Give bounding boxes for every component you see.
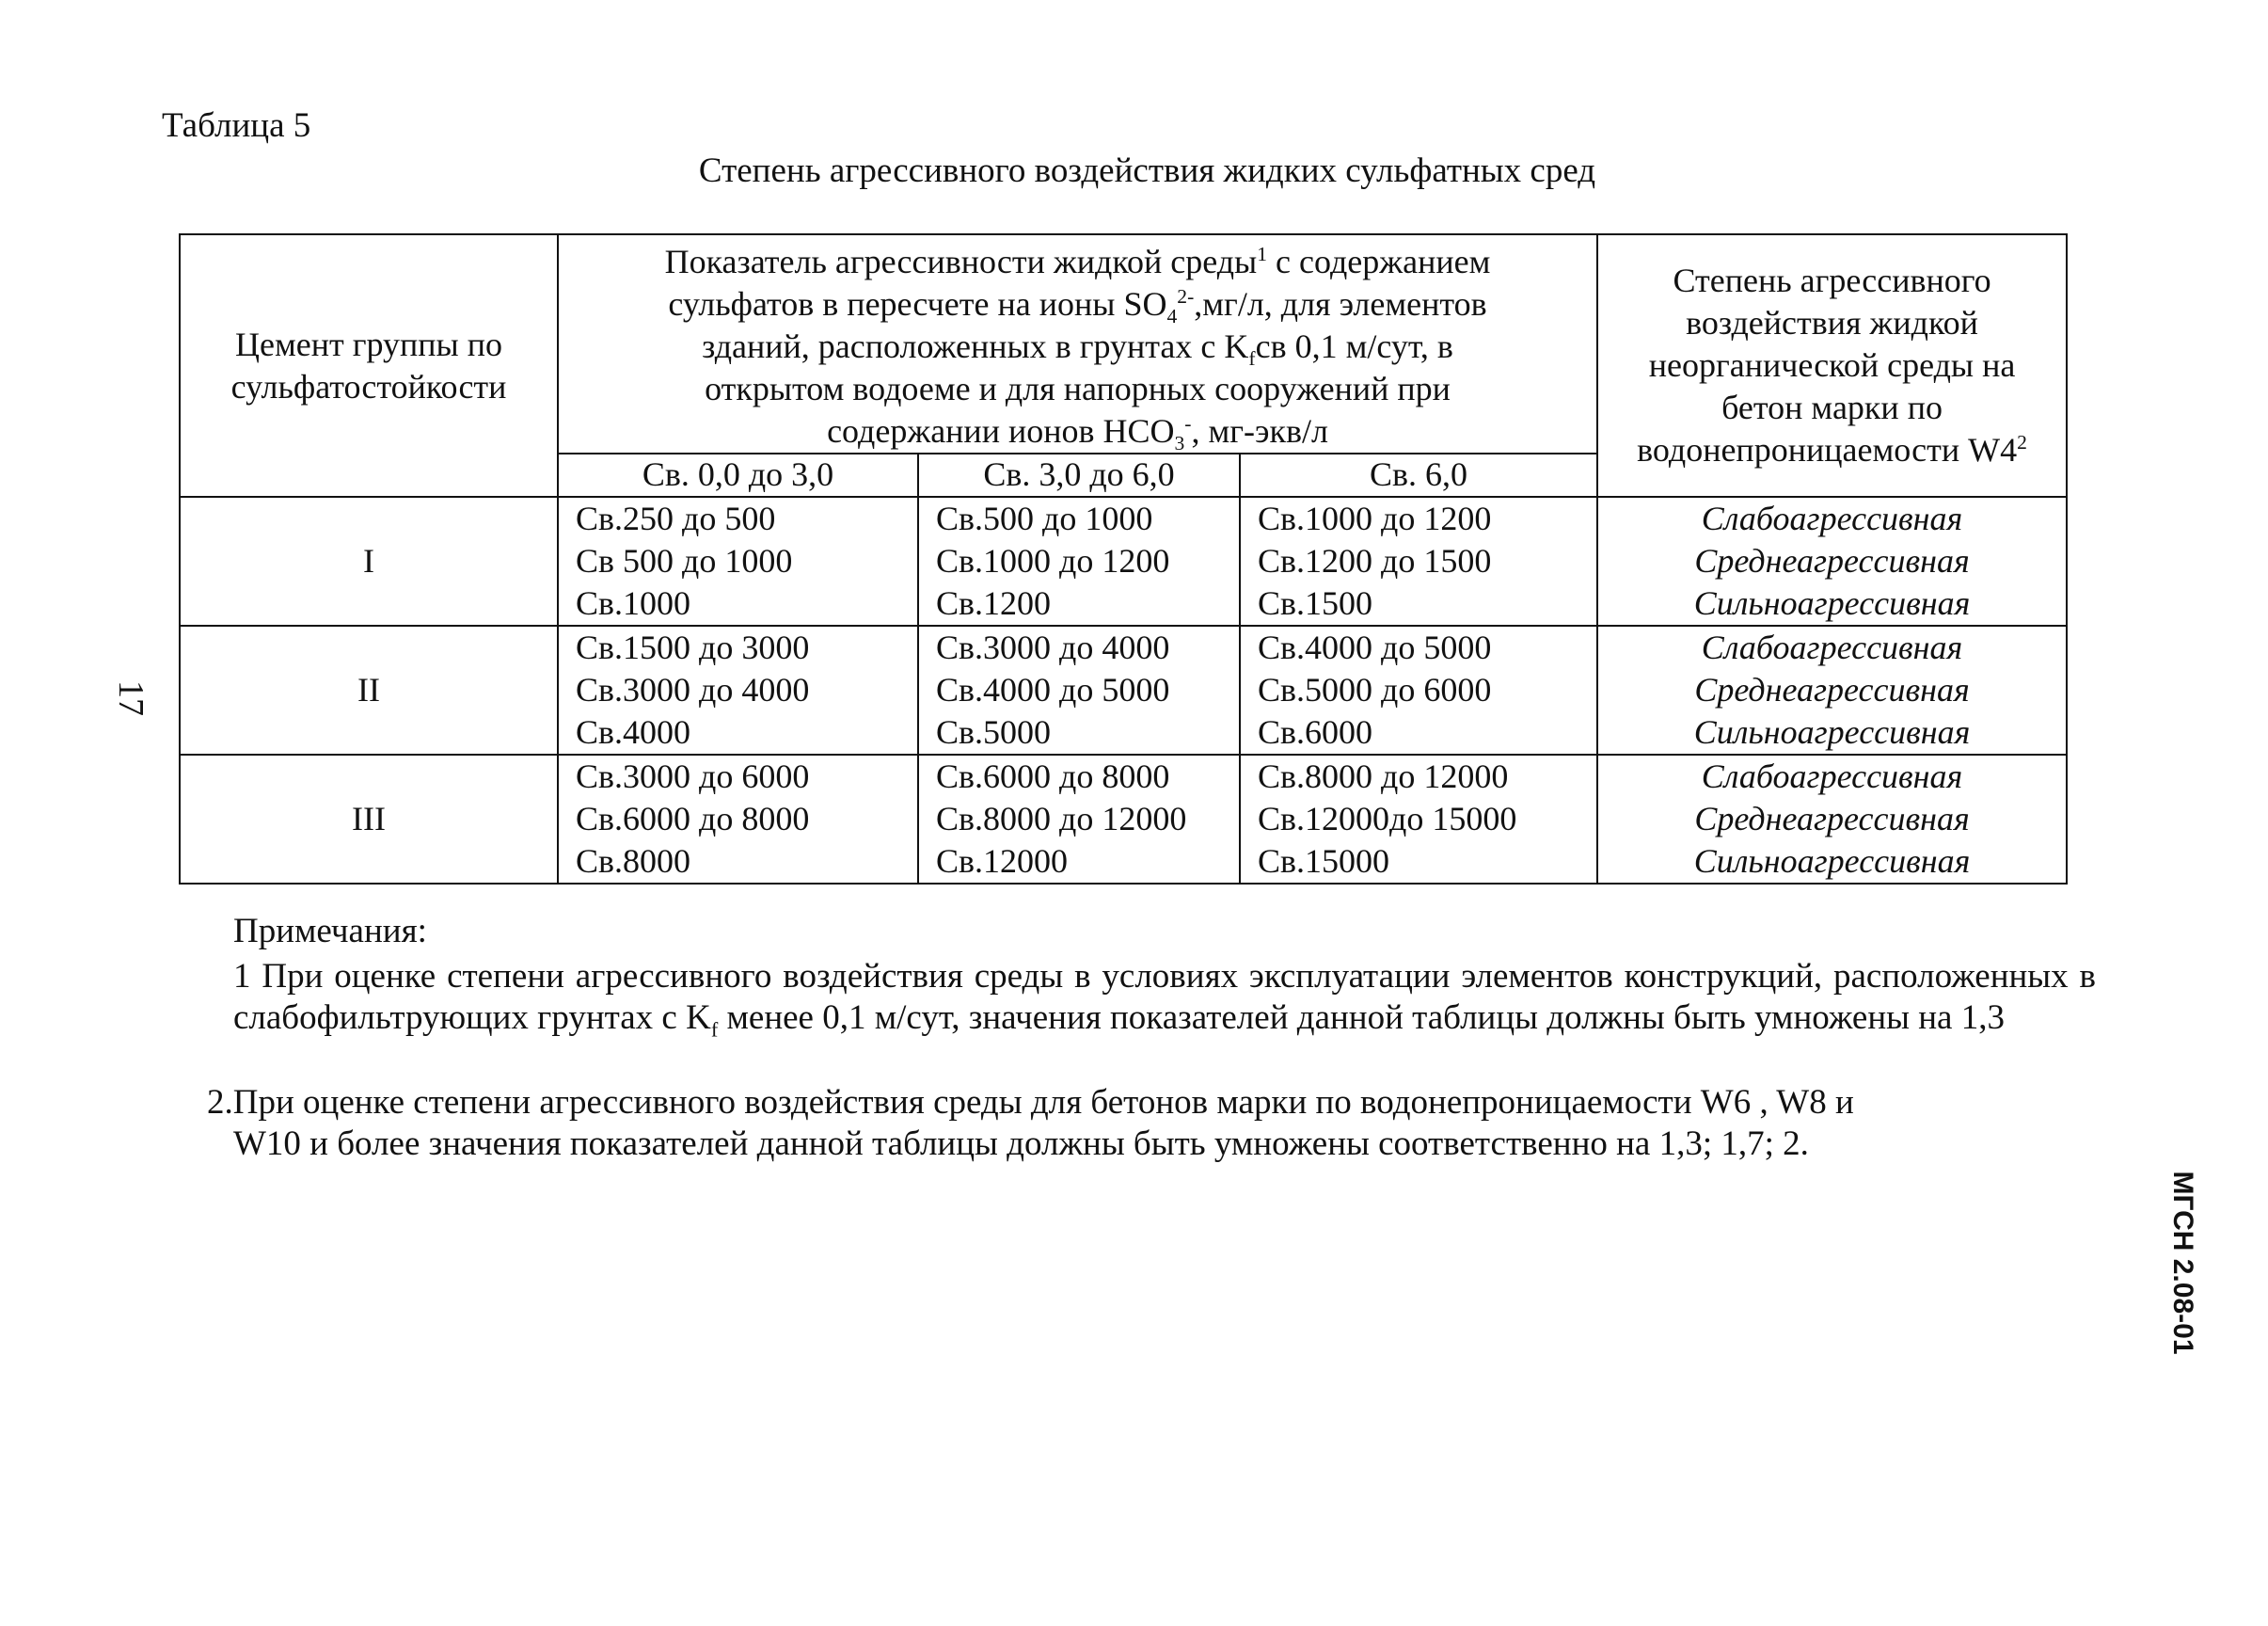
subheader-range-1: Св. 0,0 до 3,0 [558, 454, 918, 497]
header-aggressiveness-degree: Степень агрессивного воздействия жидкой неорганической среды на бетон марки по водонепроницаемости $W4^2$ [1597, 234, 2067, 497]
values-cell: Св.1000 до 1200 Св.1200 до 1500 Св.1500 [1240, 497, 1597, 626]
notes-title: Примечания: [233, 912, 427, 950]
values-cell: Св.6000 до 8000 Св.8000 до 12000 Св.12000 [918, 755, 1240, 884]
values-cell: Св.500 до 1000 Св.1000 до 1200 Св.1200 [918, 497, 1240, 626]
cement-group-cell: I [180, 497, 558, 626]
header-aggressiveness-indicator: Показатель агрессивности жидкой среды$^1$ с содержанием сульфатов в пересчете на ионы $SO_4^{2-},мг/л$, для элементов зданий, расположенных в грунтах с $K_fсв$ 0,1 м/сут, в открытом водоеме и для напорных сооружений при содержании ионов $HCO_3^-$, мг-экв/л [558, 234, 1597, 454]
degree-cell: Слабоагрессивная Среднеагрессивная Сильноагрессивная [1597, 755, 2067, 884]
table-title: Степень агрессивного воздействия жидких сульфатных сред [698, 151, 1596, 190]
values-cell: Св.250 до 500 Св 500 до 1000 Св.1000 [558, 497, 918, 626]
note-1: 1 При оценке степени агрессивного воздействия среды в условиях эксплуатации элементов конструкций, расположенных в слабофильтрующих грунтах с $K_f$ менее 0,1 м/сут, значения показателей данной таблицы должны быть умножены на 1,3 [233, 957, 2096, 1042]
table-row [180, 755, 2067, 884]
header-row [180, 234, 2067, 454]
sulfate-aggressiveness-table [179, 233, 2068, 885]
values-cell: Св.3000 до 6000 Св.6000 до 8000 Св.8000 [558, 755, 918, 884]
subheader-range-2: Св. 3,0 до 6,0 [918, 454, 1240, 497]
degree-cell: Слабоагрессивная Среднеагрессивная Сильноагрессивная [1597, 497, 2067, 626]
header-cement-group: Цемент группы по сульфатостойкости [180, 234, 558, 497]
document-code: МГСН 2.08-01 [2167, 1171, 2198, 1355]
note-2: 2.При оценке степени агрессивного воздействия среды для бетонов марки по водонепроницаемости W6 , W8 и W10 и более значения показателей данной таблицы должны быть умножены соответственно на 1,3; 1,7; 2. [207, 1083, 1854, 1163]
values-cell: Св.1500 до 3000 Св.3000 до 4000 Св.4000 [558, 626, 918, 755]
table-row [180, 626, 2067, 755]
values-cell: Св.8000 до 12000 Св.12000до 15000 Св.15000 [1240, 755, 1597, 884]
cement-group-cell: III [180, 755, 558, 884]
page-number: 17 [111, 680, 151, 716]
table-row [180, 497, 2067, 626]
subheader-range-3: Св. 6,0 [1240, 454, 1597, 497]
cement-group-cell: II [180, 626, 558, 755]
table-label: Таблица 5 [162, 106, 311, 145]
values-cell: Св.4000 до 5000 Св.5000 до 6000 Св.6000 [1240, 626, 1597, 755]
degree-cell: Слабоагрессивная Среднеагрессивная Сильноагрессивная [1597, 626, 2067, 755]
values-cell: Св.3000 до 4000 Св.4000 до 5000 Св.5000 [918, 626, 1240, 755]
